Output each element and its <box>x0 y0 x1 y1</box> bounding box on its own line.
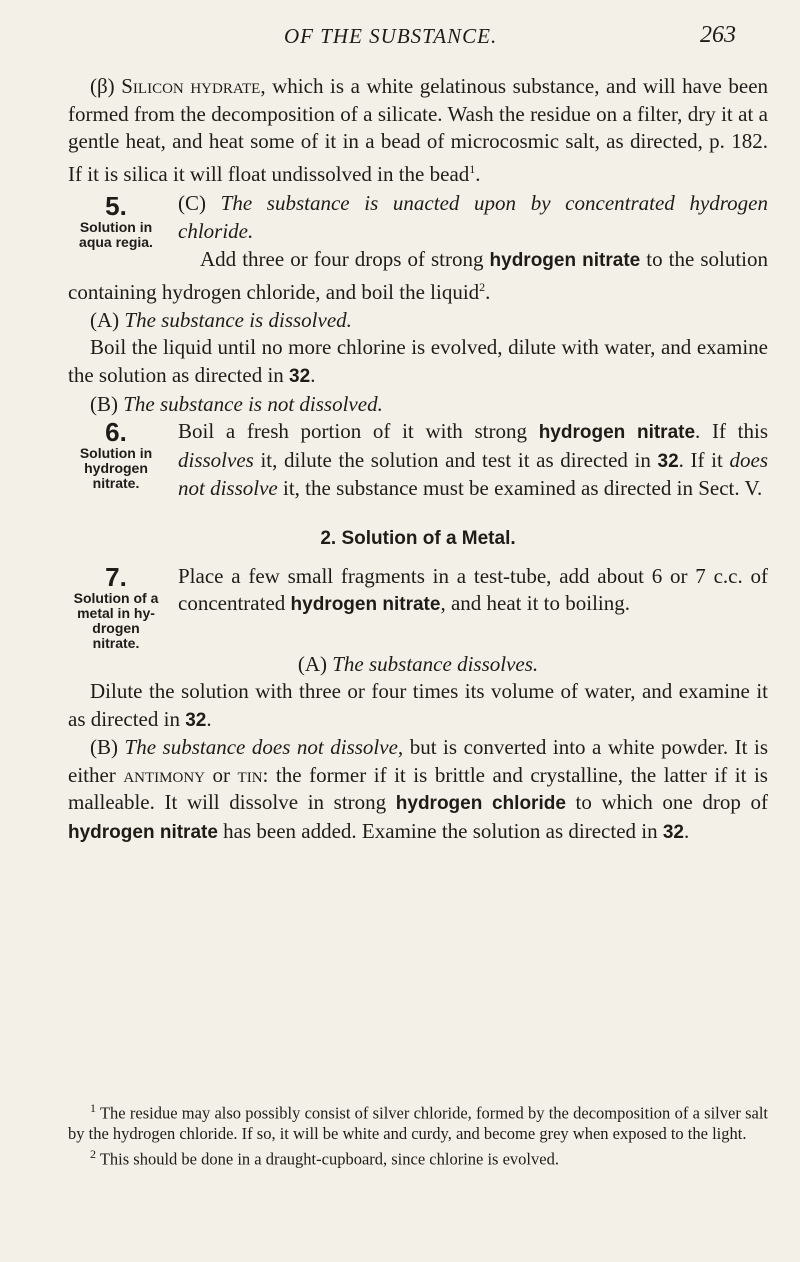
reagent-hydrogen-chloride: hydrogen chloride <box>395 793 566 815</box>
case-label-beta: (β) <box>90 74 115 98</box>
step-7 <box>68 563 768 651</box>
case-a-text: Boil the liquid until no more chlorine is evolved, dilute with water, and examine the solution as directed in <box>68 335 768 387</box>
case-label-a: (A) <box>90 307 120 332</box>
silicon-hydrate-text: , which is a white gelatinous substance, and will have been formed from the decomposition of a silicate. Wash the residue on a filter, dry it at a gentle heat, and heat some of it in a bead of microcosmic salt, as directed, p. 182. If it is silica it will float undissolved in the bead <box>68 74 769 186</box>
step-7-text-a: Place a few small fragments in a test-tube, add about 6 or 7 c.c. of concentrated <box>178 563 768 616</box>
case-b-does-not-dissolve <box>68 734 768 846</box>
sentence-end: . <box>475 161 481 186</box>
page-header <box>0 14 800 54</box>
case-a-dissolves-heading <box>68 651 768 679</box>
case-label-b: (B) <box>90 735 118 760</box>
step-6-text-e: it, the substance must be examined as directed in Sect. V. <box>277 476 763 501</box>
footnote-2-text: This should be done in a draught-cupboard, since chlorine is evolved. <box>99 1149 559 1168</box>
footnote-2 <box>68 1144 768 1170</box>
footnote-ref-2: 2 <box>479 280 486 295</box>
step-5-number: 5. <box>105 191 127 222</box>
step-6-dissolves: dissolves <box>178 447 254 472</box>
case-c-title: The substance is unacted upon by concentrated hydrogen chloride. <box>178 191 768 243</box>
case-b2-text-c: : the former if it is brittle and crystalline, the latter if it is malleable. It will dissolve in strong <box>68 762 768 815</box>
main-text <box>68 73 768 847</box>
step-5-case-c <box>68 190 768 245</box>
step-6-number: 6. <box>105 417 127 448</box>
case-b2-text-b: or <box>205 762 238 787</box>
case-label-c: (C) <box>178 191 206 216</box>
paragraph-silicon-hydrate <box>68 73 768 188</box>
footnote-1 <box>68 1098 768 1144</box>
reagent-hydrogen-nitrate: hydrogen nitrate <box>290 594 441 616</box>
step-6-text-c: it, dilute the solution and test it as directed in <box>253 447 658 472</box>
running-head: OF THE SUBSTANCE. <box>284 24 498 48</box>
sentence-end: . <box>684 819 690 844</box>
case-label-b: (B) <box>90 391 118 416</box>
footnote-ref-1: 1 <box>469 161 476 176</box>
step-6-text-d: . If it <box>678 447 730 472</box>
step-6-text <box>68 418 768 503</box>
step-7-text-b: , and heat it to boiling. <box>440 591 630 616</box>
step-5-text-b: to the solution containing hydrogen chloride, and boil the liquid <box>68 246 769 305</box>
case-b2-text-e: has been added. Examine the solution as directed in <box>217 819 663 844</box>
reagent-hydrogen-nitrate: hydrogen nitrate <box>68 822 218 844</box>
case-a2-title: The substance dissolves. <box>332 651 539 676</box>
section-heading-solution-of-metal: 2. Solution of a Metal. <box>320 527 516 549</box>
reagent-hydrogen-nitrate: hydrogen nitrate <box>538 422 696 444</box>
step-5-margin-note <box>68 192 164 250</box>
section-ref-32: 32 <box>657 450 679 472</box>
sentence-end: . <box>310 362 316 387</box>
step-6-does-not-dissolve: does not dissolve <box>178 447 768 501</box>
case-b-title: The substance is not dissolved. <box>123 391 383 416</box>
case-b2-text-a: but is converted into a white powder. It is either <box>68 735 769 787</box>
case-b-not-dissolved-heading <box>68 391 768 419</box>
footnote-1-mark: 1 <box>90 1101 96 1115</box>
case-a2-text: Dilute the solution with three or four times its volume of water, and examine it as directed in <box>68 679 768 731</box>
sentence-end: . <box>485 280 491 305</box>
step-6-margin-note <box>68 418 164 491</box>
footnotes <box>68 1098 768 1169</box>
step-5-label: Solution in aqua regia. <box>79 219 153 251</box>
sentence-end: . <box>206 706 212 731</box>
case-a-dissolved-heading <box>68 307 768 335</box>
term-antimony: antimony <box>123 762 205 787</box>
section-ref-32: 32 <box>662 822 684 844</box>
case-b2-title: The substance does not dissolve, <box>124 735 404 760</box>
footnote-2-mark: 2 <box>90 1146 96 1161</box>
step-7-text <box>68 563 768 619</box>
section-ref-32: 32 <box>185 709 207 731</box>
case-label-a: (A) <box>297 651 327 676</box>
section-ref-32: 32 <box>289 365 311 387</box>
step-6 <box>68 418 768 503</box>
case-a-dissolved-text <box>68 334 768 390</box>
step-6-text-a: Boil a fresh portion of it with strong <box>178 419 539 444</box>
step-5 <box>68 190 768 306</box>
reagent-hydrogen-nitrate: hydrogen nitrate <box>489 249 641 271</box>
step-7-margin-note <box>68 563 164 651</box>
step-7-label: Solution of a metal in hy- drogen nitrate. <box>73 589 159 651</box>
case-a-title: The substance is dissolved. <box>124 307 352 332</box>
step-6-label: Solution in hydrogen nitrate. <box>79 445 153 492</box>
step-5-instruction <box>68 246 768 307</box>
step-7-number: 7. <box>105 561 127 592</box>
case-b2-text-d: to which one drop of <box>565 790 768 815</box>
silicon-hydrate-term: Silicon hydrate <box>121 74 261 98</box>
page-number: 263 <box>700 22 736 48</box>
step-6-text-b: . If this <box>695 419 769 444</box>
case-a-dissolves-text <box>68 678 768 734</box>
step-5-text-a: Add three or four drops of strong <box>200 246 490 271</box>
footnote-1-text: The residue may also possibly consist of silver chloride, formed by the decomposition of a silver salt by the hydrogen chloride. If so, it will be white and curdy, and become grey when exposed to the light. <box>68 1103 768 1143</box>
term-tin: tin <box>237 762 263 787</box>
